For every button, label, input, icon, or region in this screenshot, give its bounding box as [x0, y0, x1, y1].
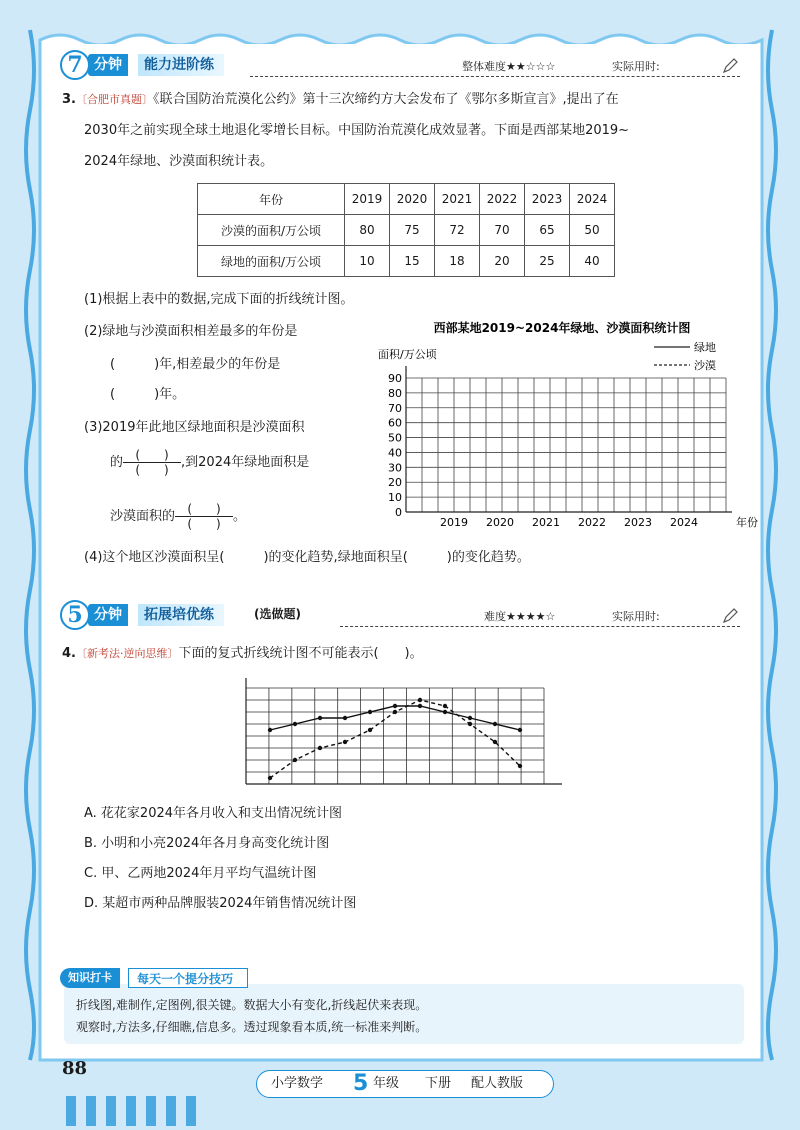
q4-number: 4.	[62, 646, 76, 661]
x-tick-label: 2022	[578, 516, 606, 529]
table-cell: 2019	[345, 184, 390, 215]
table-cell: 2021	[435, 184, 480, 215]
header-divider	[340, 626, 740, 627]
table-cell: 2022	[480, 184, 525, 215]
q3-text-1: 《联合国防治荒漠化公约》第十三次缔约方大会发布了《鄂尔多斯宣言》,提出了在	[152, 92, 619, 107]
difficulty-rating: 整体难度★★☆☆☆	[462, 60, 556, 73]
time-used-label: 实际用时:	[612, 60, 660, 73]
table-cell: 20	[480, 246, 525, 277]
table-cell: 15	[390, 246, 435, 277]
option-a[interactable]: A. 花花家2024年各月收入和支出情况统计图	[84, 806, 343, 821]
fraction-blank[interactable]	[123, 448, 181, 477]
q3-line2: 2030年之前实现全球土地退化零增长目标。中国防治荒漠化成效显著。下面是西部某地2019~	[84, 123, 630, 138]
data-point	[343, 716, 347, 720]
table-row	[198, 215, 615, 246]
chart-title: 西部某地2019~2024年绿地、沙漠面积统计图	[433, 321, 691, 335]
x-tick-label: 2024	[670, 516, 698, 529]
table-cell: 70	[480, 215, 525, 246]
q3-line1	[62, 90, 619, 110]
y-tick-label: 80	[388, 386, 402, 400]
tip-label: 知识打卡	[60, 968, 120, 988]
section-header-2	[50, 600, 750, 630]
y-tick-label: 30	[388, 461, 402, 475]
y-tick-label: 20	[388, 476, 402, 490]
data-point	[318, 716, 322, 720]
header-divider	[250, 76, 740, 77]
table-cell: 50	[570, 215, 615, 246]
data-point	[493, 740, 497, 744]
optional-label: (选做题)	[254, 607, 301, 621]
q3-part4: (4)这个地区沙漠面积呈( )的变化趋势,绿地面积呈( )的变化趋势。	[84, 550, 530, 565]
q3-part2-c: ( )年。	[110, 387, 186, 402]
x-tick-label: 2020	[486, 516, 514, 529]
y-tick-label: 70	[388, 401, 402, 415]
table-cell: 10	[345, 246, 390, 277]
data-point	[368, 728, 372, 732]
section-title: 拓展培优练	[138, 604, 224, 626]
data-point	[368, 710, 372, 714]
footer-grade: 5	[353, 1071, 369, 1096]
x-tick-label: 2019	[440, 516, 468, 529]
legend-label: 沙漠	[694, 359, 716, 372]
data-point	[268, 776, 272, 780]
q3-part3-b	[110, 448, 309, 477]
q3-part3-b-text: 的	[110, 455, 124, 470]
y-tick-label: 10	[388, 491, 402, 505]
fraction-numerator: ( )	[187, 502, 221, 516]
q3-part3-a: (3)2019年此地区绿地面积是沙漠面积	[84, 420, 305, 435]
table-cell: 80	[345, 215, 390, 246]
q3-part2-a: (2)绿地与沙漠面积相差最多的年份是	[84, 324, 298, 339]
legend-label: 绿地	[694, 341, 716, 354]
table-cell: 65	[525, 215, 570, 246]
pencil-icon	[722, 608, 738, 624]
data-point	[418, 704, 422, 708]
data-point	[468, 722, 472, 726]
data-point	[393, 710, 397, 714]
table-cell: 2024	[570, 184, 615, 215]
q3-part3-c-text: 沙漠面积的	[110, 509, 176, 524]
area-table	[197, 183, 615, 277]
table-cell: 18	[435, 246, 480, 277]
section-minutes-number: 5	[60, 600, 90, 630]
fraction-denominator: ( )	[135, 463, 169, 477]
time-used-label: 实际用时:	[612, 610, 660, 623]
table-cell: 年份	[198, 184, 345, 215]
fraction-blank[interactable]	[175, 502, 233, 531]
table-cell: 40	[570, 246, 615, 277]
q3-part3-b-text2: ,到2024年绿地面积是	[181, 455, 310, 470]
data-point	[418, 698, 422, 702]
data-point	[393, 704, 397, 708]
section-minutes-number: 7	[60, 50, 90, 80]
footer-volume: 下册	[425, 1076, 452, 1091]
data-point	[268, 728, 272, 732]
option-c[interactable]: C. 甲、乙两地2024年月平均气温统计图	[84, 866, 317, 881]
table-cell: 25	[525, 246, 570, 277]
y-tick-label: 90	[388, 372, 402, 385]
y-axis-label: 面积/万公顷	[378, 348, 437, 361]
y-tick-label: 60	[388, 416, 402, 430]
data-point	[293, 722, 297, 726]
area-line-chart	[372, 316, 758, 536]
data-point	[518, 764, 522, 768]
book-footer	[256, 1070, 554, 1098]
option-b[interactable]: B. 小明和小亮2024年各月身高变化统计图	[84, 836, 330, 851]
fraction-denominator: ( )	[187, 517, 221, 531]
q3-part3-c-text2: 。	[233, 509, 247, 524]
y-tick-label: 0	[395, 506, 402, 519]
data-point	[318, 746, 322, 750]
tip-line-1: 折线图,难制作,定图例,很关键。数据大小有变化,折线起伏来表现。	[76, 998, 428, 1012]
q3-part2-b: ( )年,相差最少的年份是	[110, 357, 281, 372]
series-line-solid	[270, 706, 520, 730]
table-header-row	[198, 184, 615, 215]
table-cell: 2020	[390, 184, 435, 215]
x-tick-label: 2023	[624, 516, 652, 529]
table-cell: 75	[390, 215, 435, 246]
footer-edition: 配人教版	[471, 1076, 524, 1091]
compound-line-chart	[240, 676, 570, 792]
pencil-icon	[722, 58, 738, 74]
data-point	[343, 740, 347, 744]
data-point	[518, 728, 522, 732]
q3-part1: (1)根据上表中的数据,完成下面的折线统计图。	[84, 292, 354, 307]
q3-line3: 2024年绿地、沙漠面积统计表。	[84, 154, 274, 169]
section-minutes-label: 分钟	[88, 54, 128, 76]
x-axis-label: 年份	[736, 516, 758, 529]
table-cell: 72	[435, 215, 480, 246]
section-header-1	[50, 50, 750, 80]
tip-title: 每天一个提分技巧	[128, 968, 248, 988]
y-tick-label: 50	[388, 431, 402, 445]
data-point	[468, 716, 472, 720]
data-point	[493, 722, 497, 726]
footer-subject: 小学数学	[271, 1076, 324, 1091]
data-point	[293, 758, 297, 762]
option-d[interactable]: D. 某超市两种品牌服装2024年销售情况统计图	[84, 896, 357, 911]
q4-source-tag: 〔新考法·逆向思维〕	[75, 647, 179, 660]
difficulty-rating: 难度★★★★☆	[484, 610, 556, 623]
q3-source-tag: 〔合肥市真题〕	[75, 93, 153, 106]
table-cell: 绿地的面积/万公顷	[198, 246, 345, 277]
q4-text: 下面的复式折线统计图不可能表示( )。	[178, 646, 423, 661]
table-cell: 沙漠的面积/万公顷	[198, 215, 345, 246]
tip-line-2: 观察时,方法多,仔细瞧,信息多。透过现象看本质,统一标准来判断。	[76, 1020, 428, 1034]
q4-stem	[62, 644, 423, 664]
data-point	[443, 704, 447, 708]
table-row	[198, 246, 615, 277]
data-point	[443, 710, 447, 714]
table-cell: 2023	[525, 184, 570, 215]
q3-part3-c	[110, 502, 246, 531]
footer-grade-suffix: 年级	[373, 1076, 400, 1091]
y-tick-label: 40	[388, 446, 402, 460]
section-minutes-label: 分钟	[88, 604, 128, 626]
section-title: 能力进阶练	[138, 54, 224, 76]
x-tick-label: 2021	[532, 516, 560, 529]
page-number: 88	[62, 1058, 88, 1079]
q3-number: 3.	[62, 92, 76, 107]
fraction-numerator: ( )	[135, 448, 169, 462]
